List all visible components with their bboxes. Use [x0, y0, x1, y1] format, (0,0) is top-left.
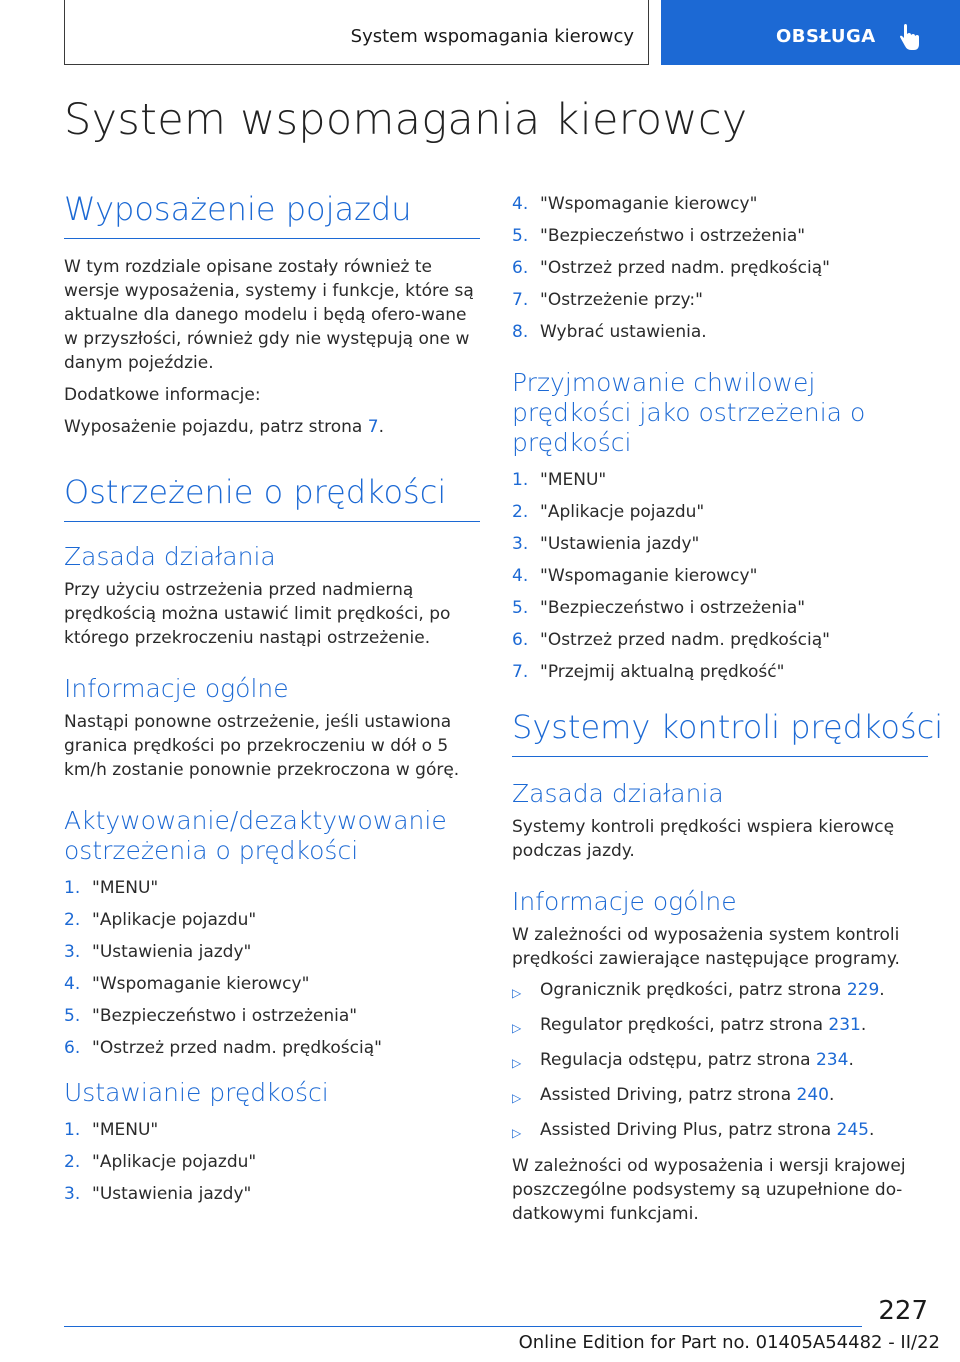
list-item	[64, 1000, 480, 1032]
step-text: "Aplikacje pojazdu"	[92, 1152, 257, 1172]
list-item	[512, 656, 928, 688]
heading-principle-control: Zasada działania	[512, 779, 724, 808]
step-number: 7.	[512, 290, 529, 310]
header-chapter-label: OBSŁUGA	[776, 26, 876, 47]
step-number: 4.	[64, 974, 81, 994]
step-text: "Przejmij aktualną prędkość"	[540, 662, 785, 682]
page-title: System wspomagania kierowcy	[64, 95, 748, 145]
setting-steps	[64, 1114, 480, 1210]
step-text: "Bezpieczeństwo i ostrzeżenia"	[540, 598, 806, 618]
step-number: 3.	[512, 534, 529, 554]
step-number: 2.	[512, 502, 529, 522]
triangle-bullet-icon: ▷	[512, 1056, 522, 1070]
step-text: Wybrać ustawienia.	[540, 322, 707, 342]
bullet-label: Ogranicznik prędkości, patrz strona	[540, 980, 847, 1000]
control-general-paragraph: W zależności od wyposażenia system kontroli prędkości zawierające następujące programy.	[512, 925, 900, 969]
step-number: 3.	[64, 1184, 81, 1204]
footer-divider	[64, 1326, 862, 1327]
list-item	[512, 188, 928, 220]
step-text: "MENU"	[540, 470, 607, 490]
step-number: 4.	[512, 194, 529, 214]
heading-speed-control: Systemy kontroli prędkości	[512, 708, 928, 757]
list-item	[64, 1114, 480, 1146]
list-item	[512, 1049, 928, 1074]
step-text: "Wspomaganie kierowcy"	[540, 194, 758, 214]
bullet-label: Regulator prędkości, patrz strona	[540, 1015, 829, 1035]
step-text: "Aplikacje pojazdu"	[540, 502, 705, 522]
list-item	[512, 496, 928, 528]
step-text: "MENU"	[92, 878, 159, 898]
page-link-7[interactable]: 7	[367, 417, 379, 437]
step-number: 2.	[64, 1152, 81, 1172]
equipment-reference	[64, 415, 480, 439]
heading-speed-setting: Ustawianie prędkości	[64, 1078, 329, 1107]
step-text: "Bezpieczeństwo i ostrzeżenia"	[540, 226, 806, 246]
step-number: 1.	[512, 470, 529, 490]
bullet-end: .	[879, 980, 885, 1000]
page-link-229[interactable]: 229	[846, 980, 880, 1000]
list-item	[512, 252, 928, 284]
list-item	[64, 872, 480, 904]
right-column	[512, 188, 944, 1234]
step-text: "Wspomaganie kierowcy"	[540, 566, 758, 586]
bullet-text	[540, 1014, 866, 1039]
step-number: 5.	[64, 1006, 81, 1026]
bullet-label: Assisted Driving, patrz strona	[540, 1085, 797, 1105]
page-link-240[interactable]: 240	[796, 1085, 829, 1105]
heading-general-info: Informacje ogólne	[64, 674, 289, 703]
list-item	[64, 1032, 480, 1064]
triangle-bullet-icon: ▷	[512, 1126, 522, 1140]
step-text: "Wspomaganie kierowcy"	[92, 974, 310, 994]
step-number: 4.	[512, 566, 529, 586]
triangle-bullet-icon: ▷	[512, 986, 522, 1000]
list-item	[512, 1119, 928, 1144]
step-text: "Ustawienia jazdy"	[92, 942, 252, 962]
adopt-steps	[512, 464, 928, 688]
heading-adopt-speed: Przyjmowanie chwilowej prędkości jako ostrzeżenia o prędkości	[512, 368, 866, 457]
hand-pointer-icon	[897, 24, 921, 52]
step-number: 2.	[64, 910, 81, 930]
list-item	[512, 979, 928, 1004]
triangle-bullet-icon: ▷	[512, 1091, 522, 1105]
list-item	[512, 624, 928, 656]
left-column	[64, 190, 480, 1224]
heading-principle: Zasada działania	[64, 542, 276, 571]
bullet-end: .	[860, 1015, 867, 1035]
step-number: 6.	[512, 630, 529, 650]
bullet-label: Assisted Driving Plus, patrz strona	[540, 1120, 837, 1140]
step-text: "Ustawienia jazdy"	[92, 1184, 252, 1204]
page-link-231[interactable]: 231	[828, 1015, 861, 1035]
step-text: "Ostrzeż przed nadm. prędkością"	[92, 1038, 382, 1058]
list-item	[64, 968, 480, 1000]
page-link-245[interactable]: 245	[836, 1120, 869, 1140]
bullet-text	[540, 1049, 854, 1074]
list-item	[64, 904, 480, 936]
list-item	[64, 1146, 480, 1178]
reference-text: Wyposażenie pojazdu, patrz strona	[64, 417, 368, 437]
closing-paragraph: W zależności od wyposażenia i wersji krajowej poszczególne podsystemy są uzupełnione do‐datkowymi funkcjami.	[512, 1156, 906, 1224]
reference-end: .	[378, 417, 384, 437]
step-text: "MENU"	[92, 1120, 159, 1140]
list-item	[512, 1084, 928, 1109]
step-number: 7.	[512, 662, 529, 682]
bullet-end: .	[869, 1120, 875, 1140]
list-item	[512, 464, 928, 496]
bullet-text	[540, 1084, 834, 1109]
step-text: "Ostrzeż przed nadm. prędkością"	[540, 630, 830, 650]
step-number: 5.	[512, 226, 529, 246]
bullet-end: .	[848, 1050, 854, 1070]
setting-steps-continued	[512, 188, 928, 348]
general-info-paragraph: Nastąpi ponowne ostrzeżenie, jeśli ustawiona granica prędkości po przekroczeniu w dół o 5 km/h zostanie ponownie przekroczona w górę.	[64, 712, 460, 780]
equipment-paragraph: W tym rozdziale opisane zostały również te wersje wyposażenia, systemy i funkcje, które są aktualne dla danego modelu i będą ofero‐wane w przyszłości, również gdy nie występują one w danym pojeździe.	[64, 257, 474, 373]
programs-list	[512, 979, 928, 1144]
header-chapter-tab[interactable]	[661, 0, 960, 65]
step-number: 1.	[64, 878, 81, 898]
list-item	[512, 284, 928, 316]
step-text: "Ostrzeż przed nadm. prędkością"	[540, 258, 830, 278]
step-text: "Bezpieczeństwo i ostrzeżenia"	[92, 1006, 358, 1026]
list-item	[512, 220, 928, 252]
step-number: 1.	[64, 1120, 81, 1140]
bullet-text	[540, 979, 885, 1004]
heading-equipment: Wyposażenie pojazdu	[64, 190, 480, 239]
principle-paragraph: Przy użyciu ostrzeżenia przed nadmierną prędkością można ustawić limit prędkości, po którego przekroczeniu nastąpi ostrzeżenie.	[64, 580, 451, 648]
bullet-text	[540, 1119, 874, 1144]
step-number: 5.	[512, 598, 529, 618]
heading-activation: Aktywowanie/dezaktywowanie ostrzeżenia o prędkości	[64, 806, 447, 865]
list-item	[64, 936, 480, 968]
heading-general-info-control: Informacje ogólne	[512, 887, 737, 916]
heading-speed-warning: Ostrzeżenie o prędkości	[64, 473, 480, 522]
triangle-bullet-icon: ▷	[512, 1021, 522, 1035]
list-item	[512, 316, 928, 348]
step-text: "Ustawienia jazdy"	[540, 534, 700, 554]
step-number: 6.	[512, 258, 529, 278]
step-number: 3.	[64, 942, 81, 962]
activation-steps	[64, 872, 480, 1064]
step-number: 6.	[64, 1038, 81, 1058]
list-item	[512, 560, 928, 592]
step-number: 8.	[512, 322, 529, 342]
step-text: "Ostrzeżenie przy:"	[540, 290, 703, 310]
bullet-end: .	[828, 1085, 835, 1105]
list-item	[512, 592, 928, 624]
list-item	[512, 1014, 928, 1039]
step-text: "Aplikacje pojazdu"	[92, 910, 257, 930]
page-number: 227	[878, 1296, 928, 1326]
additional-info-label: Dodatkowe informacje:	[64, 385, 261, 405]
control-principle-paragraph: Systemy kontroli prędkości wspiera kierowcę podczas jazdy.	[512, 817, 895, 861]
bullet-label: Regulacja odstępu, patrz strona	[540, 1050, 816, 1070]
header-section-box	[64, 0, 649, 65]
list-item	[512, 528, 928, 560]
header-section-title: System wspomagania kierowcy	[350, 26, 634, 47]
page-link-234[interactable]: 234	[815, 1050, 849, 1070]
list-item	[64, 1178, 480, 1210]
footer-edition: Online Edition for Part no. 01405A54482 - II/22	[518, 1332, 940, 1353]
